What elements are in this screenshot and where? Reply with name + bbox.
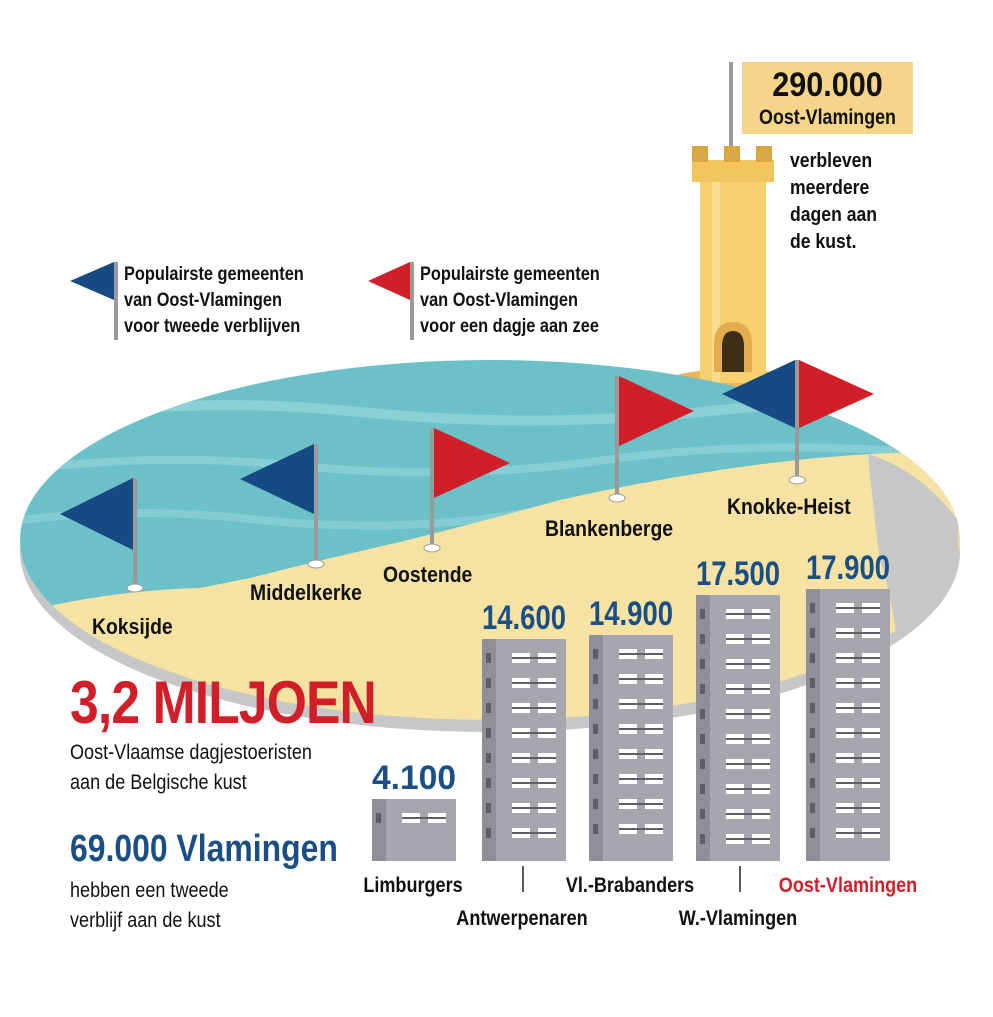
town-middelkerke: Middelkerke	[250, 580, 362, 605]
bar-category-label: Limburgers	[363, 873, 463, 898]
bar-value-label: 17.900	[806, 549, 890, 587]
tower-value: 290.000	[772, 66, 883, 104]
bar-category-label: W.-Vlamingen	[678, 906, 798, 931]
legend-blue-flag	[70, 262, 116, 340]
tower-description: verbleven meerdere dagen aan de kust.	[790, 150, 878, 253]
second-number: 69.000 Vlamingen	[70, 828, 338, 870]
bar-value-label: 4.100	[372, 759, 456, 797]
town-blankenberge: Blankenberge	[545, 516, 674, 541]
bar-category-label: Oost-Vlamingen	[778, 873, 918, 898]
second-number-description: hebben een tweede verblijf aan de kust	[70, 879, 229, 932]
town-koksijde: Koksijde	[92, 614, 173, 639]
bar-value-label: 14.600	[482, 599, 566, 637]
tower-value-box	[742, 62, 913, 134]
red-flag-icon	[799, 360, 874, 428]
bar-value-label: 14.900	[589, 595, 673, 633]
big-number-description: Oost-Vlaamse dagjestoeristen aan de Belgische kust	[70, 741, 312, 794]
town-oostende: Oostende	[383, 562, 473, 587]
bar-category-label: Vl.-Brabanders	[565, 873, 695, 898]
bar-category-label: Antwerpenaren	[456, 906, 588, 931]
legend-red-text: Populairste gemeenten van Oost-Vlamingen voor een dagje aan zee	[420, 264, 600, 337]
bar-value-label: 17.500	[696, 555, 780, 593]
tower-label: Oost-Vlamingen	[759, 106, 896, 129]
bar-limburgers	[363, 759, 462, 897]
legend-blue-text: Populairste gemeenten van Oost-Vlamingen voor tweede verblijven	[124, 264, 304, 337]
legend-red-flag	[368, 262, 412, 340]
big-number: 3,2 MILJOEN	[70, 669, 376, 736]
town-knokke: Knokke-Heist	[727, 494, 851, 519]
